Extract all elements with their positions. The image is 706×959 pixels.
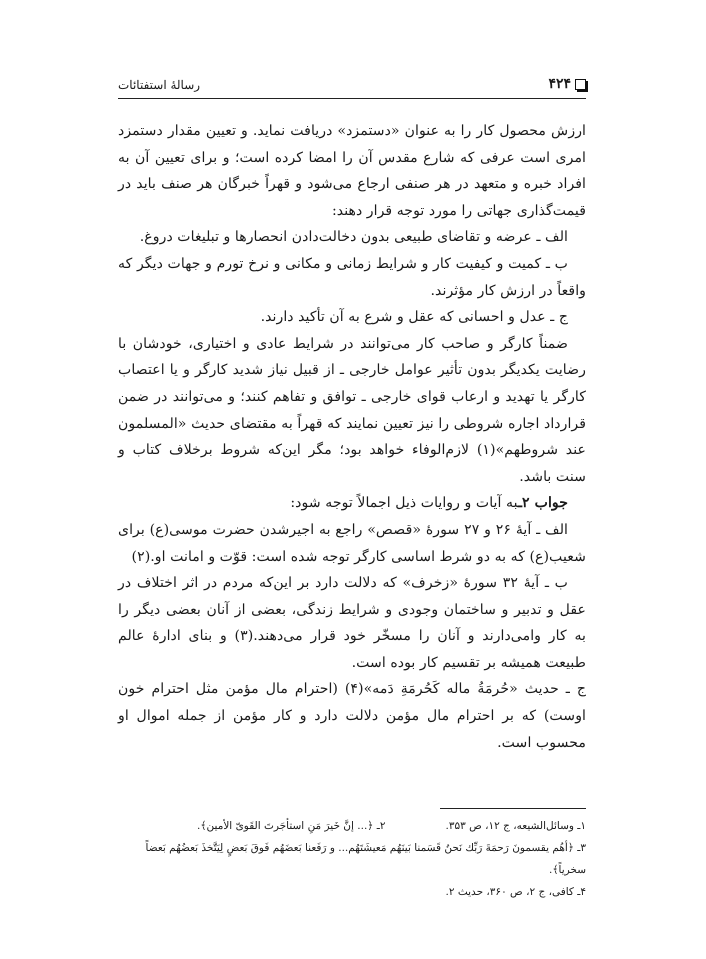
footnote-1: ۱ـ وسائل‌الشیعه، ج ۱۲، ص ۳۵۳. [445,820,586,832]
paragraph: ضمناً کارگر و صاحب کار می‌توانند در شرایط عادی و اختیاری، خودشان با رضایت یکدیگر بدون تأثیر عوامل خارجی ـ از قبیل نیاز شدید کارگر و یا اعتصاب کارگر یا تهدید و ارعاب قوای خارجی ـ توافق و تفاهم کنند؛ و می‌توانند در ضمن قرارداد اجاره شروطی را نیز تعیین نمایند که قهراً به مقتضای حدیث «المسلمون عند شروطهم»(۱) لازم‌الوفاء خواهد بود؛ مگر این‌که شروط برخلاف کتاب و سنت باشد. [118,335,586,485]
paragraph: الف ـ آیۀ ۲۶ و ۲۷ سورۀ «قصص» راجع به اجیرشدن حضرت موسی(ع) برای شعیب(ع) که به دو شرط اساسی کارگر توجه شده است: قوّت و امانت او.(۲) [118,521,586,565]
answer-text: به آیات و روایات ذیل اجمالاً توجه شود: [290,495,518,512]
footnote-4: ۴ـ کافی، ج ۲، ص ۳۶۰، حدیث ۲. [445,886,586,898]
paragraph: ج ـ حدیث «حُرمَةُ ماله کَحُرمَةِ دَمه»(۴) (احترام مال مؤمن مثل احترام خون اوست) که بر احترام مال مؤمن دلالت دارد و کار مؤمن از جمله اموال او محسوب است. [118,681,586,751]
square-icon [575,79,586,90]
answer-paragraph [118,490,586,517]
answer-label: جواب ۲ـ [517,495,568,512]
running-title: رسالۀ استفتائات [118,78,201,92]
paragraph: ب ـ کمیت و کیفیت کار و شرایط زمانی و مکانی و نرخ تورم و جهات دیگر که واقعاً در ارزش کار مؤثرند. [118,255,586,299]
page-header [118,76,586,99]
paragraph: الف ـ عرضه و تقاضای طبیعی بدون دخالت‌دادن انحصارها و تبلیغات دروغ. [139,229,568,246]
footnote-2: ۲ـ ﴿... إنَّ خَیرَ مَنِ استأجَرتَ القَویّ الأمین﴾. [197,820,386,832]
footnote-divider [440,808,586,809]
paragraph: ب ـ آیۀ ۳۲ سورۀ «زخرف» که دلالت دارد بر این‌که مردم در اثر اختلاف در عقل و تدبیر و ساختمان وجودی و شرایط زندگی، بعضی از آنان بعضی دیگر را به کار وامی‌دارند و آنان را مسخّر خود قرار می‌دهند.(۳) و بنای ادارۀ عالم طبیعت همیشه بر تقسیم کار بوده است. [118,575,587,671]
footnote-3: ۳ـ ﴿أهُم یقسمونَ رَحمَةَ رَبِّك نَحنُ قَسَمنا بَینَهُم مَعیشَتَهُم... و رَفَعنا بَعضَهُم فَوقَ بَعضٍ لِیَتَّخذَ بَعضُهُم بَعضاً سخریاً﴾. [145,842,586,876]
footnotes [118,815,586,903]
paragraph: ج ـ عدل و احسانی که عقل و شرع به آن تأکید دارند. [260,309,568,326]
main-text [118,118,586,756]
page-number-text: ۴۲۴ [548,76,571,92]
page-number [548,76,586,92]
paragraph: ارزش محصول کار را به عنوان «دستمزد» دریافت نماید. و تعیین مقدار دستمزد امری است عرفی که شارع مقدس آن را امضا کرده است؛ و برای تعیین آن به افراد خبره و متعهد در هر صنفی ارجاع می‌شود و قهراً خبرگان هر صنف باید در قیمت‌گذاری جهاتی را مورد توجه قرار دهند: [118,123,586,219]
footnote-row [118,815,586,837]
